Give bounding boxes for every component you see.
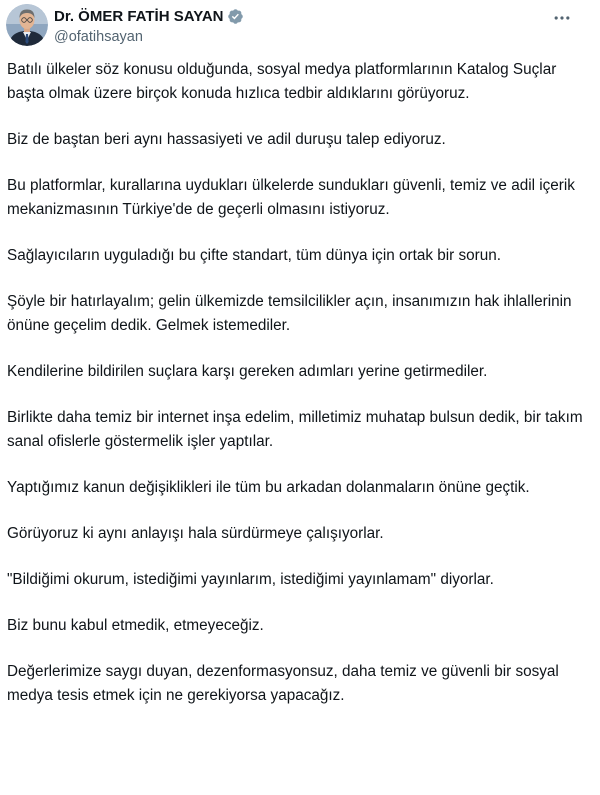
tweet-paragraph: "Bildiğimi okurum, istediğimi yayınlarım, istediğimi yayınlamam" diyorlar.: [7, 571, 494, 588]
tweet-paragraph: Biz de baştan beri aynı hassasiyeti ve adil duruşu talep ediyoruz.: [7, 131, 446, 148]
more-horizontal-icon[interactable]: [550, 6, 574, 30]
tweet-text: [7, 58, 587, 730]
author-handle[interactable]: @ofatihsayan: [54, 29, 143, 45]
tweet-paragraph: Batılı ülkeler söz konusu olduğunda, sosyal medya platformlarının Katalog Suçlar başta olmak üzere birçok konuda hızlıca tedbir aldıklarını görüyoruz.: [7, 61, 557, 102]
tweet-header: [6, 4, 586, 50]
display-name[interactable]: Dr. ÖMER FATİH SAYAN: [54, 7, 224, 25]
avatar-image: [6, 4, 48, 46]
tweet-paragraph: Biz bunu kabul etmedik, etmeyeceğiz.: [7, 617, 264, 634]
verified-badge-icon: [227, 8, 244, 25]
display-name-row: [54, 6, 244, 26]
tweet-paragraph: Birlikte daha temiz bir internet inşa edelim, milletimiz muhatap bulsun dedik, bir takım sanal ofislerle göstermelik işler yaptılar.: [7, 409, 583, 450]
tweet-paragraph: Şöyle bir hatırlayalım; gelin ülkemizde temsilcilikler açın, insanımızın hak ihlallerinin önüne geçelim dedik. Gelmek istemediler.: [7, 293, 572, 334]
tweet-paragraph: Sağlayıcıların uyguladığı bu çifte standart, tüm dünya için ortak bir sorun.: [7, 247, 502, 264]
tweet-paragraph: Kendilerine bildirilen suçlara karşı gereken adımları yerine getirmediler.: [7, 363, 488, 380]
tweet-paragraph: Değerlerimize saygı duyan, dezenformasyonsuz, daha temiz ve güvenli bir sosyal medya tesis etmek için ne gerekiyorsa yapacağız.: [7, 663, 559, 704]
tweet-paragraph: Görüyoruz ki aynı anlayışı hala sürdürmeye çalışıyorlar.: [7, 525, 384, 542]
avatar[interactable]: [6, 4, 48, 46]
tweet-paragraph: Bu platformlar, kurallarına uydukları ülkelerde sundukları güvenli, temiz ve adil içerik mekanizmasının Türkiye'de de geçerli olmasını istiyoruz.: [7, 177, 575, 218]
author-names: [54, 6, 244, 45]
tweet-paragraph: Yaptığımız kanun değişiklikleri ile tüm bu arkadan dolanmaların önüne geçtik.: [7, 479, 530, 496]
